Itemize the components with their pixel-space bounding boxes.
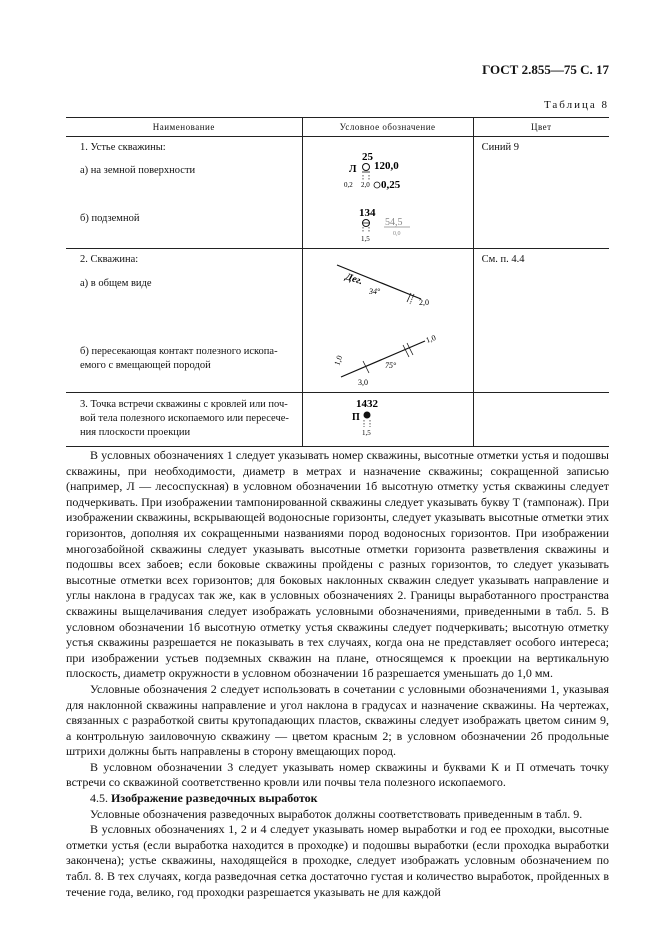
row1-title: 1. Устье скважины:	[80, 142, 166, 153]
row3-name	[66, 393, 302, 447]
table-row	[66, 137, 609, 249]
sym3-number: 1432	[355, 398, 378, 410]
row2-item-a: а) в общем виде	[80, 278, 152, 289]
row2-color: См. п. 4.4	[473, 249, 609, 393]
col-header-symbol: Условное обозначение	[302, 118, 473, 137]
paragraph-4: Условные обозначения разведочных выработок должны соответствовать приведенным в табл. 9.	[90, 806, 583, 821]
wellhead-underground-symbol	[359, 207, 410, 243]
row2-title: 2. Скважина:	[80, 254, 139, 265]
row1-item-a: а) на земной поверхности	[80, 165, 196, 176]
sym1a-small-left: 0,2	[343, 181, 353, 189]
row3-symbol-svg	[303, 393, 473, 441]
section-title: Изображение разведочных выработок	[111, 791, 318, 806]
section-heading	[66, 791, 609, 807]
sym1b-number: 134	[358, 207, 376, 219]
col-header-name: Наименование	[66, 118, 302, 137]
sym1a-letter: Л	[348, 164, 357, 175]
sym2b-v-left: 1,0	[332, 354, 344, 367]
sym2b-v-bottom: 3,0	[357, 378, 368, 387]
paragraph-2: Условные обозначения 2 следует использовать в сочетании с условными обозначениями 1, указывая для наклонной скважины направление и угол наклона в градусах и назначение скважины. На чертежах, связанных с разработкой свиты крутопадающих пластов, скважины следует изображать цветом синим 9, а контрольную заиловочную скважину — цветом красным 2; в условном обозначении 2б продольные штрихи должны быть направлены в сторону вмещающих пород.	[66, 681, 609, 759]
sym3-small: 1,5	[361, 429, 371, 437]
row1-color: Синий 9	[473, 137, 609, 249]
wellhead-surface-symbol	[344, 151, 401, 191]
row1-name	[66, 137, 302, 249]
row2-item-b-line1: б) пересекающая контакт полезного ископа-	[80, 346, 278, 357]
row3-color	[473, 393, 609, 447]
row1-symbols	[302, 137, 473, 249]
sym1b-small: 1,5	[360, 235, 370, 243]
sym2a-angle: 34°	[368, 287, 380, 296]
sym2b-v-top: 1,0	[424, 333, 437, 345]
sym1b-small-right: 0,0	[392, 231, 401, 237]
sym1b-elev: 54,5	[384, 217, 403, 228]
row3-line1: 3. Точка встречи скважины с кровлей или поч-	[80, 399, 288, 410]
row3-line3: ния плоскости проекции	[80, 427, 191, 438]
paragraph-3: В условном обозначении 3 следует указывать номер скважины и буквами К и П отмечать точку встречи со скважиной соответственно кровли или почвы тела полезного ископаемого.	[66, 759, 609, 790]
sym2b-angle: 75°	[384, 361, 396, 370]
sym1a-small-mid: 2,0	[360, 181, 370, 189]
contact-crossing-well-symbol	[332, 333, 437, 387]
inclined-well-symbol	[337, 265, 429, 307]
row2-name	[66, 249, 302, 393]
table-8	[66, 117, 609, 447]
sym2a-label: Дег.	[343, 271, 364, 288]
row3-symbols	[302, 393, 473, 447]
row3-line2: вой тела полезного ископаемого или пересече-	[80, 413, 289, 424]
wellhead-circle-icon	[362, 164, 369, 171]
row2-item-b-line2: емого с вмещающей породой	[80, 360, 211, 371]
sym1a-number: 25	[361, 151, 373, 163]
row2-symbol-svg	[303, 249, 473, 387]
paragraph-5: В условных обозначениях 1, 2 и 4 следует указывать номер выработки и год ее проходки, высотные отметки устья (если выработка находится в проходке) и подошвы выработки (если проходка выработки закончена); устье скважины, находящейся в проходке, следует изображать условным обозначением по табл. 8. В тех случаях, когда разведочная сетка достаточно густая и количество выработок, пройденных в течение года, велико, год проходки разрешается указывать не для каждой	[66, 822, 609, 899]
col-header-color: Цвет	[473, 118, 609, 137]
table-caption: Таблица 8	[543, 99, 609, 111]
row1-symbol-svg	[303, 137, 473, 243]
sym1a-elev-top: 120,0	[373, 160, 399, 172]
sym2a-value: 2,0	[418, 298, 429, 307]
page-header: ГОСТ 2.855—75 С. 17	[482, 62, 609, 77]
row1-item-b: б) подземной	[80, 213, 140, 224]
sym3-letter: П	[351, 412, 360, 423]
table-row	[66, 393, 609, 447]
body-text	[66, 448, 609, 900]
paragraph-1: В условных обозначениях 1 следует указывать номер скважины, высотные отметки устья и подошвы скважины, при необходимости, диаметр в метрах и назначение скважины; сокращенной записью (например, Л — лесоспускная) в условном обозначении 1б высотную отметку устья скважины следует подчеркивать. При изображении тампонированной скважины следует указывать букву Т (тампонаж). При изображении скважины, вскрывающей водоносные горизонты, следует указывать высотные отметки этих горизонтов, дополняя их сокращенными названиями пород водоносных горизонтов. При изображении многозабойной скважины следует указывать высотные отметки горизонта разветвления скважины и подошвы всех забоев; если боковые скважины пройдены с разных горизонтов, то следует указывать высотные отметки всех горизонтов; для боковых наклонных скважин следует указывать направление и углы наклона в градусах так же, как в условных обозначениях 2. Границы выработанного пространства скважины выщелачивания следует изображать условными обозначениями, приведенными в табл. 5. В условном обозначении 1б высотную отметку устья скважины следует подчеркивать; высотную отметку устья скважины разрешается не показывать в тех случаях, когда она не представляет особого интереса; при изображении устьев подземных скважин на плане, относящемся к проекции на вертикальную плоскость, диаметр окружности в условном обозначении 1б разрешается уменьшать до 1,0 мм.	[66, 448, 609, 681]
row2-symbols	[302, 249, 473, 393]
section-number: 4.5.	[90, 791, 108, 806]
meeting-point-symbol	[352, 398, 379, 437]
table-row	[66, 249, 609, 393]
meeting-point-dot-icon	[363, 412, 370, 419]
sym1a-elev-bottom: 0,25	[380, 179, 400, 191]
